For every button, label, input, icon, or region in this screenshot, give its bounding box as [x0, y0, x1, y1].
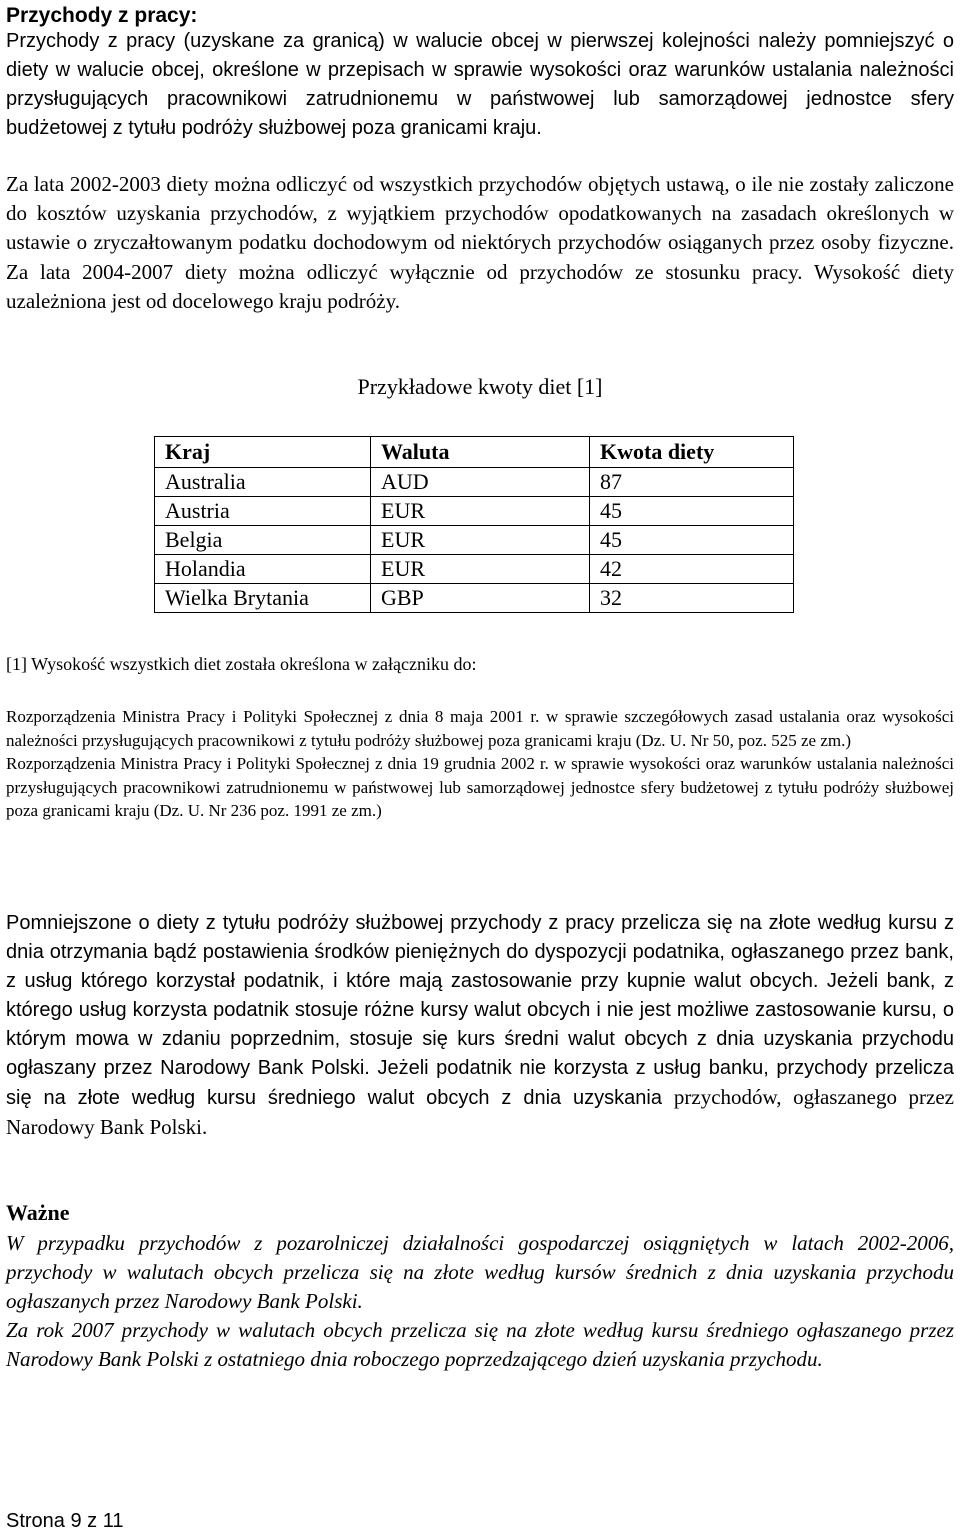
conversion-text-end: przychodów, ogłaszanego przez Narodowy Bank Polski. — [6, 1085, 954, 1139]
regulations-list — [6, 705, 954, 823]
column-header-country: Kraj — [155, 437, 371, 468]
regulation-citation: Rozporządzenia Ministra Pracy i Polityki Społecznej z dnia 19 grudnia 2002 r. w sprawie wysokości oraz warunków ustalania należności przysługujących pracownikowi zatrudnionemu w państwowej lub samorządowej jednostce sfery budżetowej z tytułu podróży służbowej poza granicami kraju (Dz. U. Nr 236 poz. 1991 ze zm.) — [6, 754, 954, 820]
cell-currency: EUR — [371, 555, 590, 584]
intro-paragraph: Przychody z pracy (uzyskane za granicą) w walucie obcej w pierwszej kolejności należy pomniejszyć o diety w walucie obcej, określone w przepisach w sprawie wysokości oraz warunków ustalania należności przysługujących pracownikowi zatrudnionemu w państwowej lub samorządowej jednostce sfery budżetowej z tytułu podróży służbowej poza granicami kraju. — [6, 30, 954, 139]
table-title: Przykładowe kwoty diet [1] — [357, 374, 603, 399]
diet-amounts-table — [154, 436, 794, 613]
table-row — [155, 555, 794, 584]
cell-amount: 45 — [590, 497, 794, 526]
cell-amount: 42 — [590, 555, 794, 584]
table-row — [155, 584, 794, 613]
cell-country: Wielka Brytania — [155, 584, 371, 613]
diet-rules-paragraph: Za lata 2002-2003 diety można odliczyć od wszystkich przychodów objętych ustawą, o ile nie zostały zaliczone do kosztów uzyskania przychodów, z wyjątkiem przychodów opodatkowanych na zasadach określonych w ustawie o zryczałtowanym podatku dochodowym od niektórych przychodów osiąganych przez osoby fizyczne. Za lata 2004-2007 diety można odliczyć wyłącznie od przychodów ze stosunku pracy. Wysokość diety uzależniona jest od docelowego kraju podróży. — [6, 172, 954, 313]
cell-country: Belgia — [155, 526, 371, 555]
conversion-text-main: Pomniejszone o diety z tytułu podróży służbowej przychody z pracy przelicza się na złote według kursu z dnia otrzymania bądź postawienia środków pieniężnych do dyspozycji podatnika, ogłaszanego przez bank, z usług którego korzystał podatnik, i które mają zastosowanie przy kupnie walut obcych. Jeżeli bank, z którego usług korzysta podatnik stosuje różne kursy walut obcych i nie jest możliwe zastosowanie kursu, o którym mowa w zdaniu poprzednim, stosuje się kurs średni walut obcych z dnia uzyskania przychodu ogłaszany przez Narodowy Bank Polski. Jeżeli podatnik nie korzysta z usług banku, przychody przelicza się na złote według kursu średniego walut obcych z dnia uzyskania — [6, 912, 954, 1109]
cell-country: Holandia — [155, 555, 371, 584]
cell-amount: 32 — [590, 584, 794, 613]
cell-currency: AUD — [371, 468, 590, 497]
cell-currency: EUR — [371, 526, 590, 555]
cell-country: Australia — [155, 468, 371, 497]
section-heading: Przychody z pracy: — [6, 4, 198, 27]
cell-country: Austria — [155, 497, 371, 526]
cell-currency: EUR — [371, 497, 590, 526]
cell-amount: 45 — [590, 526, 794, 555]
important-heading: Ważne — [6, 1200, 70, 1225]
important-note: Za rok 2007 przychody w walutach obcych przelicza się na złote według kursu średniego ogłaszanego przez Narodowy Bank Polski z ostatniego dnia roboczego poprzedzającego dzień uzyskania przychodu. — [6, 1318, 954, 1371]
page-number: Strona 9 z 11 — [6, 1510, 124, 1532]
important-note: W przypadku przychodów z pozarolniczej działalności gospodarczej osiągniętych w latach 2002-2006, przychody w walutach obcych przelicza się na złote według kursów średnich z dnia uzyskania przychodu ogłaszanych przez Narodowy Bank Polski. — [6, 1231, 954, 1313]
important-notes — [6, 1229, 954, 1374]
table-row — [155, 468, 794, 497]
regulation-citation: Rozporządzenia Ministra Pracy i Polityki Społecznej z dnia 8 maja 2001 r. w sprawie szczegółowych zasad ustalania oraz wysokości należności przysługujących pracownikowi z tytułu podróży służbowej poza granicami kraju (Dz. U. Nr 50, poz. 525 ze zm.) — [6, 707, 954, 750]
table-row — [155, 497, 794, 526]
table-header-row — [155, 437, 794, 468]
cell-amount: 87 — [590, 468, 794, 497]
cell-currency: GBP — [371, 584, 590, 613]
table-row — [155, 526, 794, 555]
conversion-paragraph — [6, 909, 954, 1143]
column-header-amount: Kwota diety — [590, 437, 794, 468]
footnote: [1] Wysokość wszystkich diet została określona w załączniku do: — [6, 654, 477, 674]
column-header-currency: Waluta — [371, 437, 590, 468]
